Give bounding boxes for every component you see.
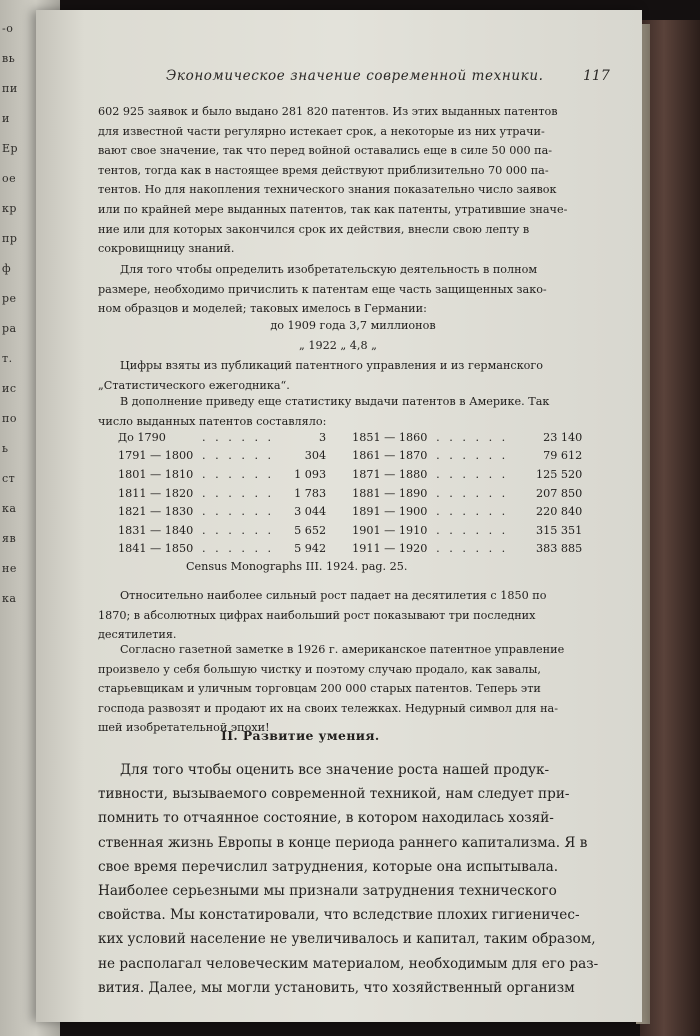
value-cell: 3 044 — [294, 505, 327, 519]
value-cell: 207 850 — [535, 486, 583, 500]
left-page-text-fragment: пи — [2, 82, 18, 95]
left-page-text-fragment: ра — [2, 322, 17, 335]
para6-line: старьевщикам и уличным торговцам 200 000 старых патентов. Теперь эти — [98, 682, 541, 696]
value-cell: 1 093 — [294, 467, 327, 481]
period-cell: 1891 — 1900 — [352, 505, 428, 519]
patents-table — [118, 428, 582, 558]
value-cell: 3 — [319, 430, 327, 444]
leader-dots: . . . . . . — [436, 523, 509, 537]
period-cell: 1911 — 1920 — [352, 542, 428, 556]
left-page-text-fragment: ка — [2, 502, 17, 515]
leader-dots: . . . . . . — [202, 505, 275, 519]
para1-line: вают свое значение, так что перед войной оставались еще в силе 50 000 па- — [98, 144, 553, 158]
table-row — [118, 540, 582, 559]
table-row — [118, 465, 582, 484]
para1-line: тентов. Но для накопления технического знания показательно число заявок — [98, 183, 557, 197]
para3-line: „Статистического ежегодника“. — [98, 378, 290, 392]
paragraph-3 — [98, 356, 543, 395]
para7-line: вития. Далее, мы могли установить, что хозяйственный организм — [98, 979, 575, 996]
table-row — [118, 484, 582, 503]
para5-line: десятилетия. — [98, 628, 177, 642]
left-page-text-fragment: по — [2, 412, 17, 425]
leader-dots: . . . . . . — [436, 486, 509, 500]
section-title: II. Развитие умения. — [221, 728, 380, 743]
left-page-text-fragment: и — [2, 112, 10, 125]
para1-line: 602 925 заявок и было выдано 281 820 патентов. Из этих выданных патентов — [98, 105, 558, 118]
leader-dots: . . . . . . — [202, 486, 275, 500]
paragraph-2 — [98, 260, 547, 319]
para3-line: Цифры взяты из публикаций патентного управления и из германского — [120, 359, 544, 372]
period-cell: 1871 — 1880 — [352, 467, 428, 481]
period-cell: 1791 — 1800 — [118, 449, 194, 463]
left-page-text-fragment: Ер — [2, 142, 19, 155]
period-cell: 1831 — 1840 — [118, 523, 194, 537]
value-cell: 125 520 — [535, 467, 583, 481]
para1-line: сокровищницу знаний. — [98, 242, 235, 256]
left-page-text-fragment: не — [2, 562, 17, 575]
value-cell: 5 942 — [294, 542, 327, 556]
period-cell: До 1790 — [118, 430, 166, 444]
para7-line: ких условий население не увеличивалось и капитал, таким образом, — [98, 931, 596, 948]
paragraph-6 — [98, 640, 564, 738]
para1-line: тентов, тогда как в настоящее время действуют приблизительно 70 000 па- — [98, 163, 549, 177]
paragraph-5 — [98, 586, 546, 645]
period-cell: 1881 — 1890 — [352, 486, 428, 500]
period-cell: 1811 — 1820 — [118, 486, 194, 500]
para7-line: свойства. Мы констатировали, что вследствие плохих гигиеничес- — [98, 907, 580, 924]
leader-dots: . . . . . . — [436, 505, 509, 519]
leader-dots: . . . . . . — [436, 542, 509, 556]
value-cell: 5 652 — [294, 523, 327, 537]
left-page-text-fragment: ка — [2, 592, 17, 605]
left-page-text-fragment: яв — [2, 532, 17, 545]
period-cell: 1851 — 1860 — [352, 430, 428, 444]
left-page-text-fragment: пр — [2, 232, 18, 245]
para7-line: не располагал человеческим материалом, необходимым для его раз- — [98, 955, 599, 972]
para7-line: тивности, вызываемого современной техникой, нам следует при- — [98, 786, 570, 803]
para6-line: шей изобретательной эпохи! — [98, 721, 270, 735]
page-number: 117 — [583, 68, 610, 84]
value-cell: 23 140 — [543, 430, 583, 444]
value-cell: 304 — [304, 449, 327, 463]
running-title: Экономическое значение современной техники. — [166, 68, 544, 84]
para2-line: размере, необходимо причислить к патентам еще часть защищенных зако- — [98, 282, 547, 296]
period-cell: 1901 — 1910 — [352, 523, 428, 537]
period-cell: 1861 — 1870 — [352, 449, 428, 463]
para5-line: Относительно наиболее сильный рост падает на десятилетия с 1850 по — [120, 589, 547, 602]
left-page-text-fragment: ис — [2, 382, 17, 395]
left-page-text-fragment: ое — [2, 172, 17, 185]
para1-line: ние или для которых закончился срок их действия, внесли свою лепту в — [98, 222, 530, 236]
value-cell: 79 612 — [543, 449, 583, 463]
value-cell: 1 783 — [294, 486, 327, 500]
period-cell: 1801 — 1810 — [118, 467, 194, 481]
para2-line: ном образцов и моделей; таковых имелось в Германии: — [98, 302, 427, 316]
left-page-text-fragment: ст — [2, 472, 16, 485]
book-page — [36, 10, 642, 1022]
value-cell: 383 885 — [535, 542, 583, 556]
germany-line-1: до 1909 года 3,7 миллионов — [270, 319, 436, 332]
para7-line: Для того чтобы оценить все значение роста нашей продук- — [120, 762, 550, 778]
para7-line: ственная жизнь Европы в конце периода раннего капитализма. Я в — [98, 834, 588, 851]
left-page-text-fragment: ре — [2, 292, 17, 305]
germany-figures — [98, 316, 568, 355]
leader-dots: . . . . . . — [436, 430, 509, 444]
leader-dots: . . . . . . — [202, 430, 275, 444]
value-cell: 315 351 — [535, 523, 583, 537]
table-source — [186, 557, 407, 577]
para7-line: Наиболее серьезными мы признали затруднения технического — [98, 883, 557, 900]
left-page-text-fragment: кр — [2, 202, 17, 215]
left-page-text-fragment: -о — [2, 22, 14, 35]
para4-line: число выданных патентов составляло: — [98, 414, 327, 428]
period-cell: 1841 — 1850 — [118, 542, 194, 556]
leader-dots: . . . . . . — [436, 467, 509, 481]
left-page-text-fragment: ф — [2, 262, 12, 275]
paragraph-1 — [98, 102, 567, 259]
para6-line: произвело у себя большую чистку и поэтому случаю продало, как завалы, — [98, 662, 541, 676]
table-source-text: Census Monographs III. 1924. pag. 25. — [186, 560, 408, 573]
leader-dots: . . . . . . — [202, 542, 275, 556]
period-cell: 1821 — 1830 — [118, 505, 194, 519]
table-row — [118, 447, 582, 466]
germany-line-2: „ 1922 „ 4,8 „ — [299, 338, 377, 352]
leader-dots: . . . . . . — [202, 449, 275, 463]
para5-line: 1870; в абсолютных цифрах наибольший рост показывают три последних — [98, 608, 536, 622]
table-row — [118, 502, 582, 521]
para1-line: или по крайней мере выданных патентов, так как патенты, утратившие значе- — [98, 202, 568, 216]
table-row — [118, 428, 582, 447]
para6-line: господа развозят и продают их на своих тележках. Недурный символ для на- — [98, 701, 559, 715]
left-page-text-fragment: вь — [2, 52, 16, 65]
left-page-text-fragment: т. — [2, 352, 13, 365]
para1-line: для известной части регулярно истекает срок, а некоторые из них утрачи- — [98, 124, 545, 138]
leader-dots: . . . . . . — [202, 467, 275, 481]
para7-line: свое время перечислил затруднения, которые она испытывала. — [98, 858, 559, 875]
paragraph-7 — [98, 758, 598, 1000]
para6-line: Согласно газетной заметке в 1926 г. американское патентное управление — [120, 643, 565, 656]
paragraph-4 — [98, 392, 549, 431]
value-cell: 220 840 — [535, 505, 583, 519]
table-row — [118, 521, 582, 540]
para4-line: В дополнение приведу еще статистику выдачи патентов в Америке. Так — [120, 395, 550, 408]
leader-dots: . . . . . . — [202, 523, 275, 537]
para2-line: Для того чтобы определить изобретательскую деятельность в полном — [120, 263, 538, 276]
para7-line: помнить то отчаянное состояние, в котором находилась хозяй- — [98, 810, 554, 827]
left-page-text-fragment: ь — [2, 442, 9, 455]
leader-dots: . . . . . . — [436, 449, 509, 463]
